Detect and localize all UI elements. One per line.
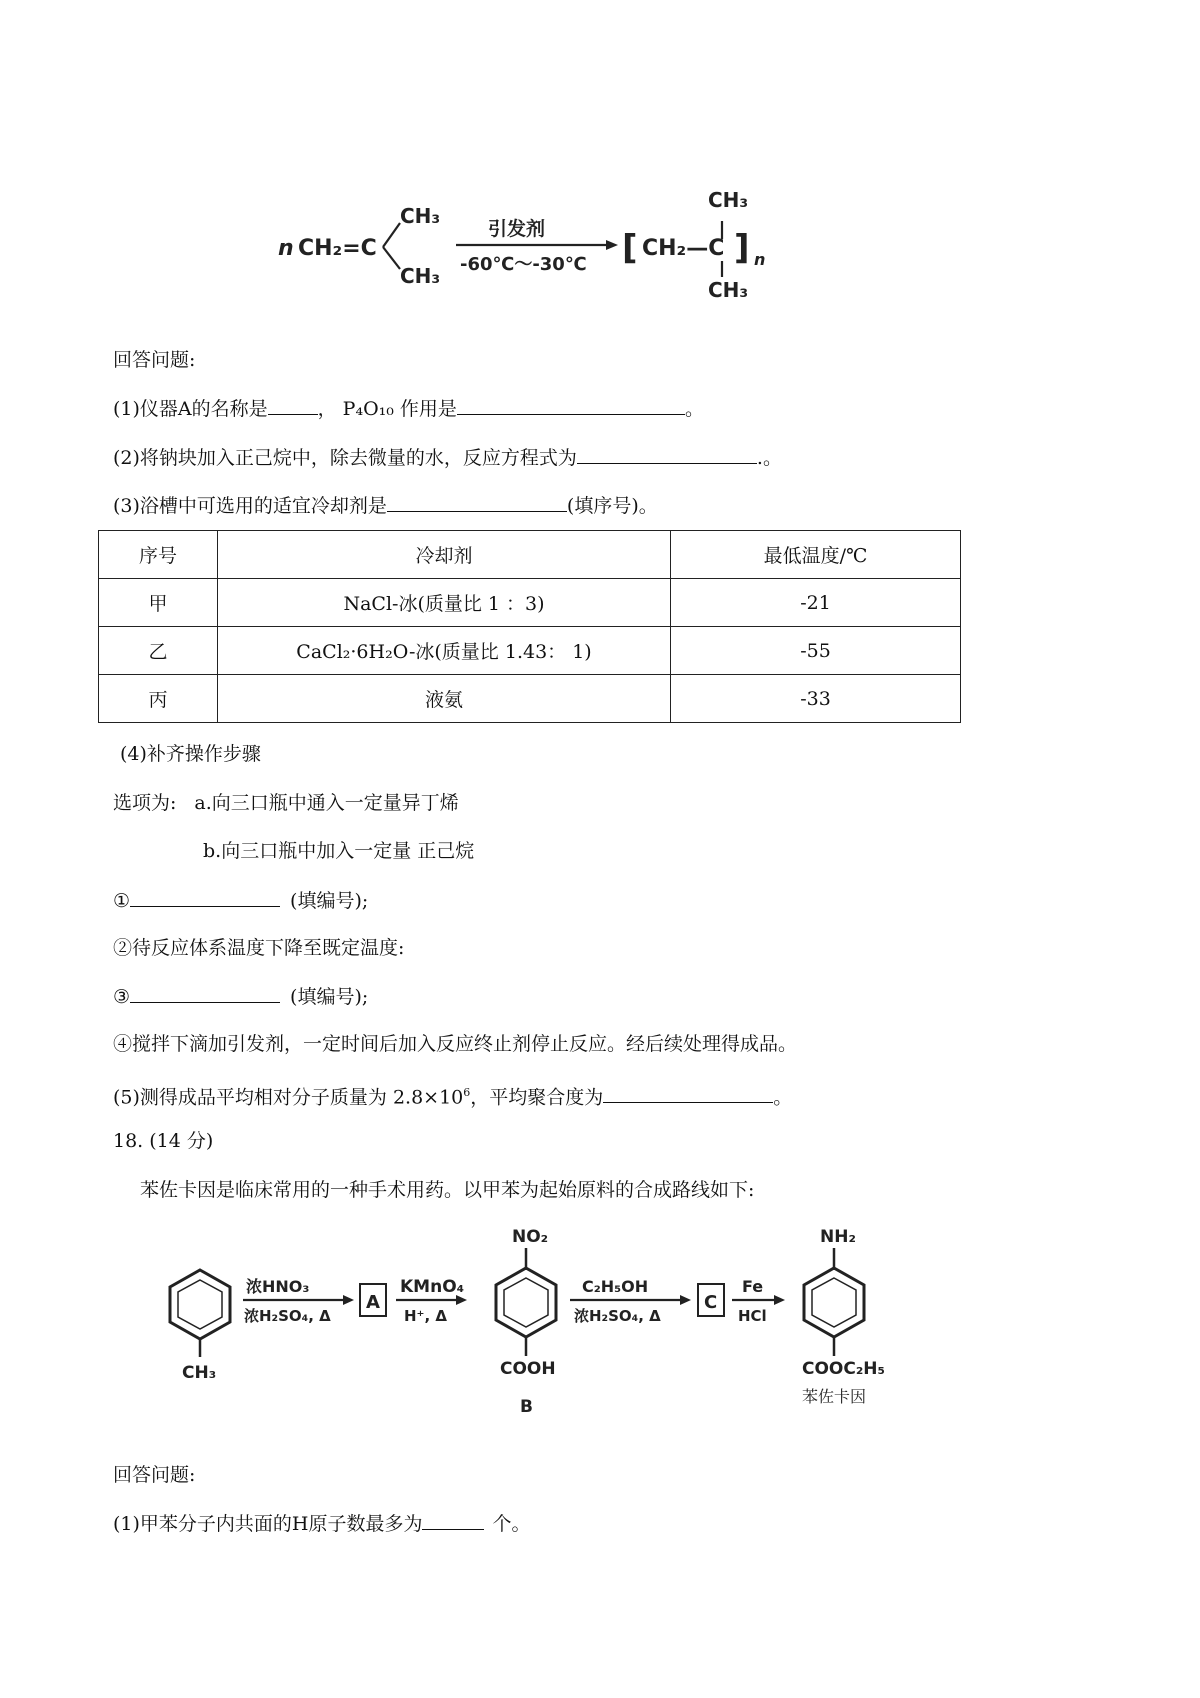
polymerization-equation xyxy=(270,185,790,305)
table-row xyxy=(99,675,961,723)
table-cell: 乙 xyxy=(99,627,218,675)
eq-prod-ch3-top: CH₃ xyxy=(708,188,749,212)
b-no2: NO₂ xyxy=(512,1227,549,1247)
eq-prod-ch3-bottom: CH₃ xyxy=(708,278,749,302)
reagent-3-top: C₂H₅OH xyxy=(582,1277,649,1296)
q18-question-1: (1)甲苯分子内共面的H原子数最多为 个。 xyxy=(113,1513,531,1535)
toluene-ch3: CH₃ xyxy=(182,1363,217,1383)
reagent-2-top: KMnO₄ xyxy=(400,1277,465,1297)
answer-blank[interactable] xyxy=(422,1511,484,1530)
answer-blank[interactable] xyxy=(268,396,318,415)
coolant-table xyxy=(98,530,961,723)
eq-reagent-bottom: -60℃～-30℃ xyxy=(460,254,587,275)
eq-n: n xyxy=(278,236,294,261)
eq-reagent-top: 引发剂 xyxy=(488,218,546,240)
table-header: 最低温度/℃ xyxy=(671,531,961,579)
table-cell: 甲 xyxy=(99,579,218,627)
b-cooh: COOH xyxy=(500,1359,556,1379)
table-row xyxy=(99,579,961,627)
q17-question-2: (2)将钠块加入正己烷中，除去微量的水，反应方程式为 .。 xyxy=(113,447,782,469)
reagent-3-bottom: 浓H₂SO₄, Δ xyxy=(574,1307,661,1325)
p-nh2: NH₂ xyxy=(820,1227,856,1247)
answer-blank[interactable] xyxy=(457,396,685,415)
p-label: 苯佐卡因 xyxy=(802,1387,867,1406)
reagent-1-bottom: 浓H₂SO₄, Δ xyxy=(244,1307,331,1325)
p-cooc2h5: COOC₂H₅ xyxy=(802,1359,885,1379)
table-cell: 液氨 xyxy=(218,675,671,723)
q17-question-5: (5)测得成品平均相对分子质量为 $2.8\times 10^6$，平均聚合度为 。 xyxy=(113,1086,793,1109)
box-c-label: C xyxy=(704,1292,718,1313)
eq-bracket-right: ] xyxy=(734,228,750,268)
b-label: B xyxy=(520,1397,533,1417)
eq-product-chain: CH₂—C xyxy=(642,236,725,261)
eq-ch3-bottom: CH₃ xyxy=(400,264,441,288)
table-header-row xyxy=(99,531,961,579)
reagent-1-top: 浓HNO₃ xyxy=(246,1277,310,1296)
q17-question-1: (1)仪器A的名称是 ， P₄O₁₀ 作用是 。 xyxy=(113,398,704,420)
q18-intro: 苯佐卡因是临床常用的一种手术用药。以甲苯为起始原料的合成路线如下: xyxy=(140,1179,755,1201)
q17-question-4: (4)补齐操作步骤 xyxy=(120,743,261,765)
answer-blank[interactable] xyxy=(130,888,280,907)
eq-product-n: n xyxy=(754,250,766,269)
answer-blank[interactable] xyxy=(130,984,280,1003)
eq-reactant: CH₂=C xyxy=(298,236,377,261)
table-cell: -33 xyxy=(671,675,961,723)
options-line-a: 选项为: a.向三口瓶中通入一定量异丁烯 xyxy=(113,792,459,814)
step-2: ②待反应体系温度下降至既定温度: xyxy=(113,937,405,959)
table-row xyxy=(99,627,961,675)
table-cell: -21 xyxy=(671,579,961,627)
eq-ch3-top: CH₃ xyxy=(400,204,441,228)
reagent-4-bottom: HCl xyxy=(738,1307,767,1325)
q18-heading: 回答问题: xyxy=(113,1464,196,1486)
table-cell: CaCl₂·6H₂O-冰(质量比 1.43： 1) xyxy=(218,627,671,675)
synthesis-route-diagram xyxy=(150,1222,950,1427)
table-header: 序号 xyxy=(99,531,218,579)
table-cell: -55 xyxy=(671,627,961,675)
reagent-4-top: Fe xyxy=(742,1277,764,1296)
table-header: 冷却剂 xyxy=(218,531,671,579)
box-a-label: A xyxy=(366,1292,380,1313)
eq-bracket-left: [ xyxy=(622,228,638,268)
answer-blank[interactable] xyxy=(387,493,567,512)
answer-blank[interactable] xyxy=(603,1084,773,1103)
table-cell: 丙 xyxy=(99,675,218,723)
step-4: ④搅拌下滴加引发剂，一定时间后加入反应终止剂停止反应。经后续处理得成品。 xyxy=(113,1033,798,1055)
reagent-2-bottom: H⁺, Δ xyxy=(404,1307,448,1325)
table-cell: NaCl-冰(质量比 1 ：3) xyxy=(218,579,671,627)
answer-blank[interactable] xyxy=(577,445,757,464)
q18-title: 18. (14 分) xyxy=(113,1130,214,1152)
step-3: ③ (填编号); xyxy=(113,986,369,1008)
step-1: ① (填编号); xyxy=(113,890,369,912)
q17-heading: 回答问题: xyxy=(113,349,196,371)
options-line-b: b.向三口瓶中加入一定量 正己烷 xyxy=(203,840,475,862)
q17-question-3: (3)浴槽中可选用的适宜冷却剂是 (填序号)。 xyxy=(113,495,658,517)
